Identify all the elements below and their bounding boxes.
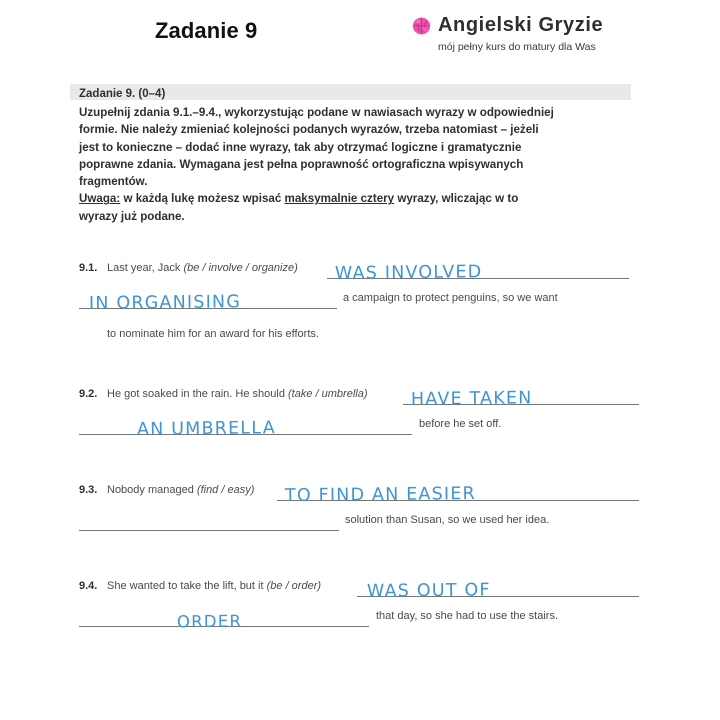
exercise-9-3-number: 9.3.: [79, 484, 98, 496]
exercise-9-1-tail-2: a campaign to protect penguins, so we want: [343, 292, 558, 304]
page-title: Zadanie 9: [155, 18, 258, 43]
exercise-9-2-prompt: [107, 388, 368, 400]
instructions-block: [79, 88, 631, 225]
brand-tagline: mój pełny kurs do matury dla Was: [438, 41, 596, 53]
exercise-9-4-answer-1: WAS OUT OF: [366, 580, 491, 602]
exercise-item-9-3: [79, 478, 639, 538]
note-label: Uwaga:: [79, 192, 121, 206]
exercise-9-4-line-2: [79, 604, 639, 634]
exercise-9-3-line-2: [79, 508, 639, 538]
exercise-9-3-hint: (find / easy): [196, 484, 255, 496]
instructions-line-3: jest to konieczne – dodać inne wyrazy, tak aby otrzymać logiczne i gramatycznie: [79, 140, 522, 154]
exercise-item-9-2: [79, 382, 639, 442]
exercise-9-1-number: 9.1.: [79, 262, 98, 274]
instructions-line-5: fragmentów.: [79, 175, 148, 189]
instructions-body: [79, 104, 631, 190]
brand-name: Angielski Gryzie: [438, 14, 604, 36]
exercise-9-1-prompt: [107, 262, 298, 274]
exercise-9-4-hint: (be / order): [266, 580, 322, 592]
exercise-9-2-line-1: [79, 382, 639, 412]
exercise-9-2-prompt-text: He got soaked in the rain. He should: [107, 388, 289, 400]
exercise-9-1-answer-1: WAS INVOLVED: [334, 262, 483, 284]
note-part-2: wyrazy, wliczając w to: [394, 192, 519, 206]
instructions-note: [79, 190, 631, 225]
instructions-line-2: formie. Nie należy zmieniać kolejności podanych wyrazów, trzeba natomiast – jeżeli: [79, 123, 539, 137]
exercise-9-4-line-1: [79, 574, 639, 604]
exercise-9-2-hint: (take / umbrella): [288, 388, 368, 400]
exercise-9-1-prompt-text: Last year, Jack: [107, 262, 184, 274]
exercise-item-9-1: [79, 256, 639, 344]
exercise-9-2-number: 9.2.: [79, 388, 98, 400]
exercise-9-3-line-1: [79, 478, 639, 508]
note-underlined: maksymalnie cztery: [284, 192, 395, 206]
exercise-9-2-answer-1: HAVE TAKEN: [410, 388, 533, 410]
page-header: [0, 0, 720, 72]
exercise-9-3-answer-1: TO FIND AN EASIER: [284, 484, 477, 506]
exercise-9-3-blank-2[interactable]: [79, 508, 339, 531]
instructions-line-1: Uzupełnij zdania 9.1.–9.4., wykorzystując podane w nawiasach wyrazy w odpowiedniej: [79, 106, 554, 119]
exercise-9-4-prompt-text: She wanted to take the lift, but it: [107, 580, 267, 592]
instructions-line-4: poprawne zdania. Wymagana jest pełna poprawność ortograficzna wpisywanych: [79, 157, 524, 171]
exercise-9-4-tail-2: that day, so she had to use the stairs.: [376, 610, 559, 622]
exercise-9-2-tail-2: before he set off.: [419, 418, 502, 430]
exercise-9-1-line-1: [79, 256, 639, 286]
exercise-9-1-tail-3: to nominate him for an award for his efforts.: [107, 328, 319, 340]
exercise-9-1-hint: (be / involve / organize): [183, 262, 298, 274]
instructions-note-line-2: wyrazy już podane.: [79, 209, 185, 223]
instructions-heading: Zadanie 9. (0–4): [79, 88, 166, 100]
exercise-9-4-number: 9.4.: [79, 580, 98, 592]
brain-icon: [412, 17, 431, 35]
exercise-9-1-answer-2: IN ORGANISING: [88, 292, 242, 314]
exercise-9-4-answer-2: ORDER: [176, 611, 243, 632]
exercise-9-2-line-2: [79, 412, 639, 442]
exercise-9-4-prompt: [107, 580, 321, 592]
instructions-note-line-1: [79, 190, 631, 207]
exercise-9-3-prompt-text: Nobody managed: [107, 484, 197, 496]
exercise-9-3-tail-2: solution than Susan, so we used her idea.: [345, 514, 550, 526]
exercise-9-2-answer-2: AN UMBRELLA: [136, 418, 276, 440]
exercise-9-3-prompt: [107, 484, 254, 496]
brand-logo: [412, 14, 612, 53]
exercise-9-1-line-3: [79, 316, 639, 344]
note-part-1: w każdą lukę możesz wpisać: [120, 192, 285, 206]
exercise-9-1-line-2: [79, 286, 639, 316]
exercise-item-9-4: [79, 574, 639, 634]
